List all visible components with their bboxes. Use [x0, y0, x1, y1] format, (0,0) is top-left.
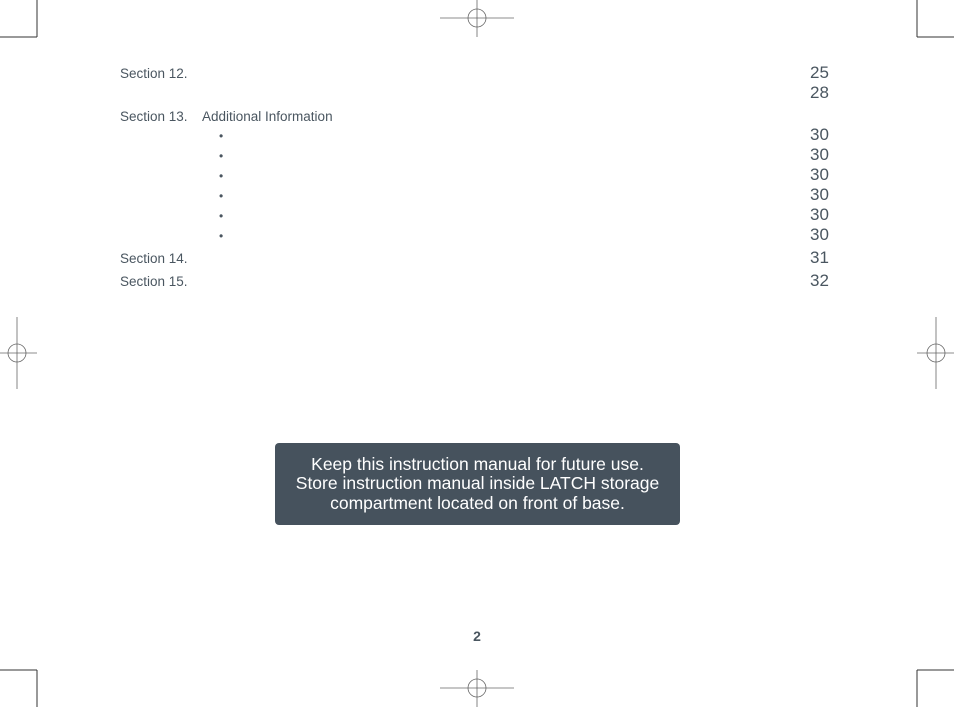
toc-title: Additional Information — [202, 109, 333, 124]
notice-line: Keep this instruction manual for future use. — [311, 453, 644, 474]
toc-page-number: 30 — [810, 205, 829, 224]
toc-page-number: 30 — [810, 125, 829, 144]
toc-page-number: 32 — [810, 271, 829, 290]
toc-section-label: Section 13. — [120, 109, 188, 124]
bullet-icon: • — [219, 189, 224, 203]
toc-page-number: 30 — [810, 185, 829, 204]
toc-page-number: 31 — [810, 248, 829, 267]
storage-notice-box — [275, 443, 680, 525]
bullet-icon: • — [219, 229, 224, 243]
toc-section-label: Section 14. — [120, 251, 188, 266]
toc-page-number: 25 — [810, 63, 829, 82]
toc-section-label: Section 12. — [120, 66, 188, 81]
bullet-icon: • — [219, 149, 224, 163]
toc-page-number: 30 — [810, 225, 829, 244]
toc-section-label: Section 15. — [120, 274, 188, 289]
toc-page-number: 28 — [810, 83, 829, 102]
notice-line: compartment located on front of base. — [330, 492, 625, 513]
page-number: 2 — [473, 628, 481, 644]
toc-page-number: 30 — [810, 145, 829, 164]
notice-line: Store instruction manual inside LATCH storage — [295, 473, 660, 494]
toc-page-number: 30 — [810, 165, 829, 184]
bullet-icon: • — [219, 169, 224, 183]
bullet-icon: • — [219, 209, 224, 223]
bullet-icon: • — [219, 129, 224, 143]
